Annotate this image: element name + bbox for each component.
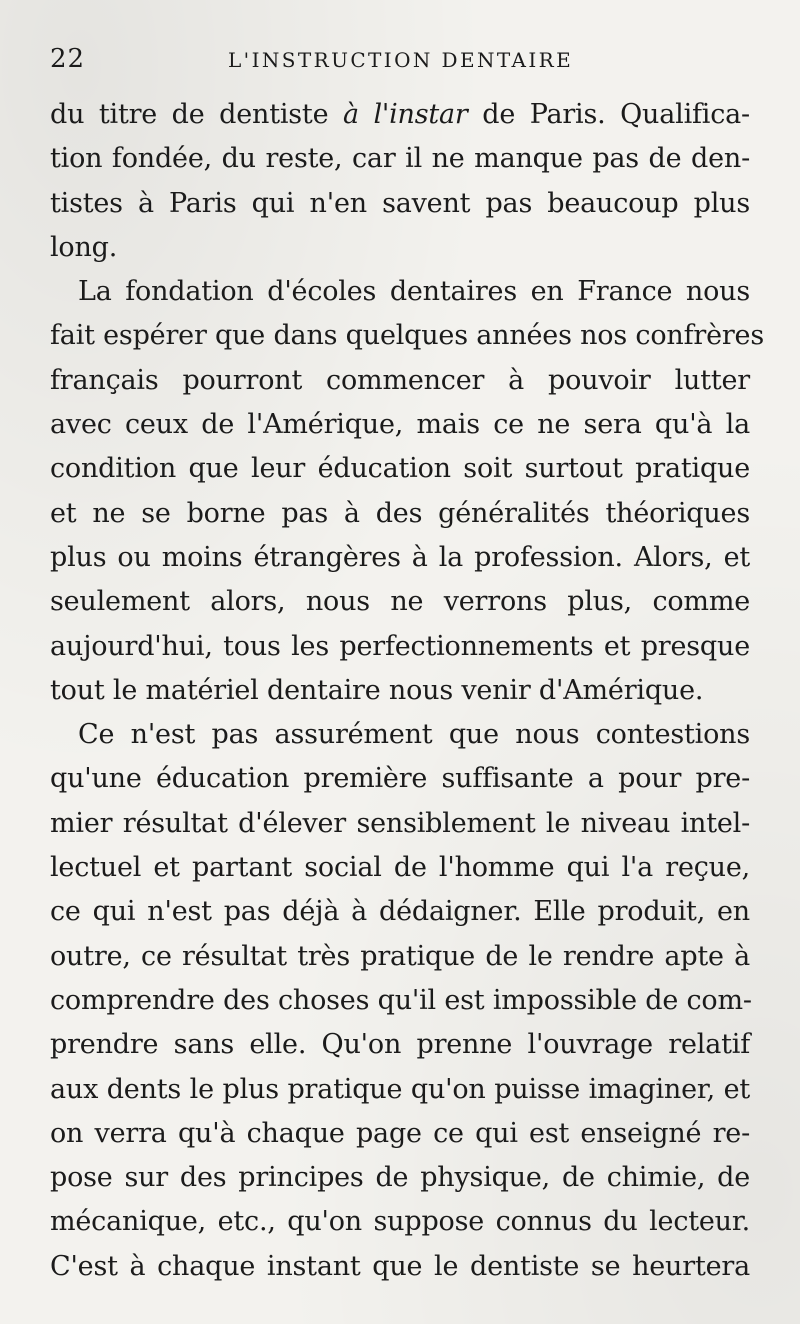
emphasis-text: à l'instar [342, 99, 468, 130]
text-line: pose sur des principes de physique, de chimie, de [50, 1162, 750, 1194]
running-title: L'INSTRUCTION DENTAIRE [228, 48, 574, 72]
text-line: tion fondée, du reste, car il ne manque pas de den- [50, 143, 750, 175]
text-line: mier résultat d'élever sensiblement le niveau intel- [50, 807, 750, 839]
text-line: condition que leur éducation soit surtout pratique [50, 453, 750, 485]
text-line: long. [50, 231, 118, 263]
text-line: La fondation d'écoles dentaires en France nous [78, 276, 750, 308]
text-line: avec ceux de l'Amérique, mais ce ne sera qu'à la [50, 409, 750, 441]
text-line: aux dents le plus pratique qu'on puisse imaginer, et [50, 1073, 750, 1105]
text-line: fait espérer que dans quelques années nos confrères [50, 320, 764, 352]
text-line: plus ou moins étrangères à la profession. Alors, et [50, 541, 750, 573]
text-line: comprendre des choses qu'il est impossible de com- [50, 984, 752, 1016]
text-line: français pourront commencer à pouvoir lutter [50, 364, 750, 396]
running-head [50, 44, 750, 74]
text-line: mécanique, etc., qu'on suppose connus du lecteur. [50, 1206, 750, 1238]
text-line: et ne se borne pas à des généralités théoriques [50, 497, 750, 529]
text-line: seulement alors, nous ne verrons plus, comme [50, 586, 750, 618]
text-line: C'est à chaque instant que le dentiste se heurtera [50, 1250, 750, 1282]
text-line: on verra qu'à chaque page ce qui est enseigné re- [50, 1117, 750, 1149]
text-line: lectuel et partant social de l'homme qui l'a reçue, [50, 852, 750, 884]
page-number: 22 [50, 44, 86, 74]
text-line: Ce n'est pas assurément que nous contestions [78, 719, 750, 751]
body-text [50, 93, 764, 1289]
text-line: outre, ce résultat très pratique de le rendre apte à [50, 940, 750, 972]
text-line: tistes à Paris qui n'en savent pas beaucoup plus [50, 187, 750, 219]
text-line: prendre sans elle. Qu'on prenne l'ouvrage relatif [50, 1029, 750, 1061]
text-line: aujourd'hui, tous les perfectionnements et presque [50, 630, 750, 662]
text-line: ce qui n'est pas déjà à dédaigner. Elle produit, en [50, 896, 750, 928]
text-line: du titre de dentiste à l'instar de Paris. Qualifica- [50, 99, 750, 130]
text-line: qu'une éducation première suffisante a pour pre- [50, 763, 750, 795]
text-line: tout le matériel dentaire nous venir d'Amérique. [50, 674, 704, 706]
